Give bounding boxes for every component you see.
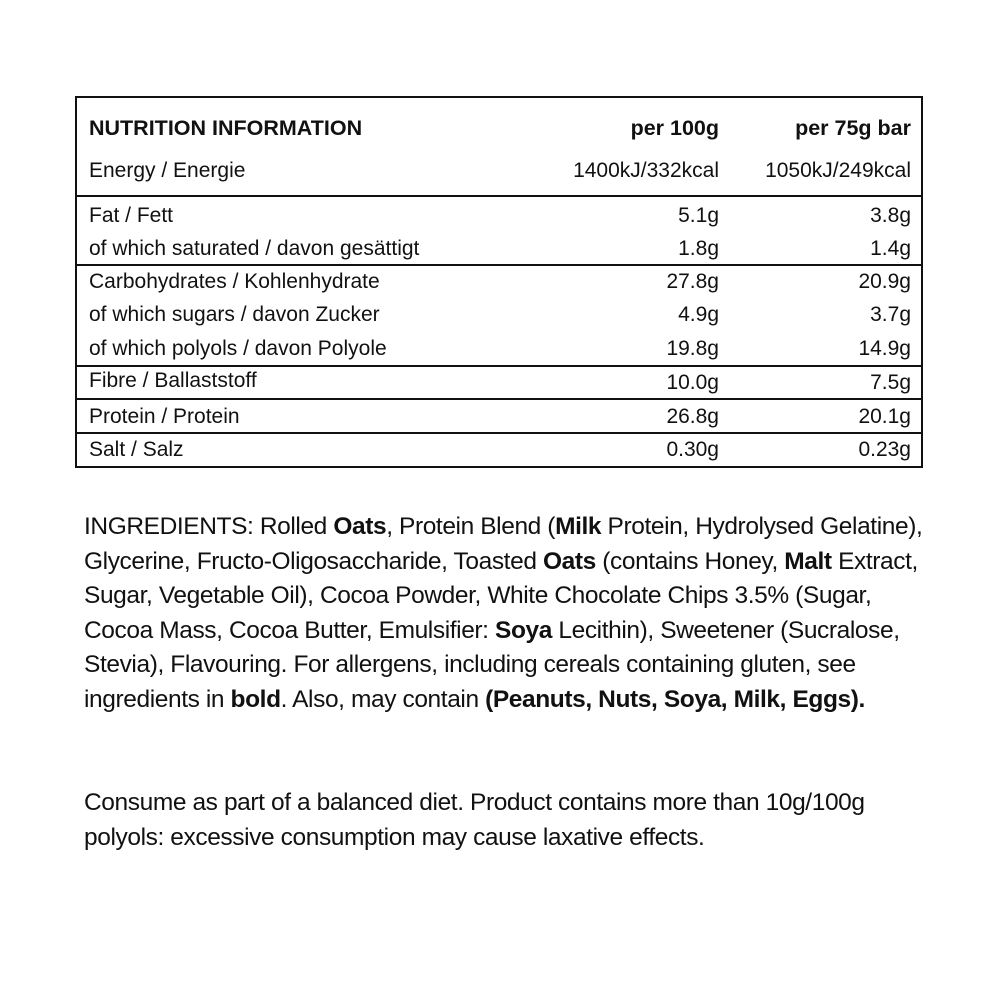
nutrient-per-bar: 14.9g xyxy=(858,337,911,360)
table-divider xyxy=(77,264,921,266)
nutrition-table xyxy=(75,96,923,468)
nutrient-per-bar: 3.7g xyxy=(870,303,911,326)
nutrient-label: Carbohydrates / Kohlenhydrate xyxy=(89,270,380,293)
table-divider xyxy=(77,398,921,400)
ingredients-allergen: Oats xyxy=(333,513,387,540)
nutrient-per-bar: 1.4g xyxy=(870,237,911,260)
nutrient-per-100g: 4.9g xyxy=(678,303,719,326)
ingredients-text xyxy=(84,510,924,718)
ingredients-allergen: bold xyxy=(230,685,281,713)
ingredients-segment: . Also, may contain xyxy=(280,685,486,713)
nutrient-per-100g: 26.8g xyxy=(666,405,719,428)
column-header-per-bar: per 75g bar xyxy=(795,116,911,140)
column-header-per-100g: per 100g xyxy=(630,116,719,140)
energy-per-bar: 1050kJ/249kcal xyxy=(765,159,911,182)
ingredients-segment: , Protein Blend ( xyxy=(386,513,556,540)
polyol-advisory-text: Consume as part of a balanced diet. Product contains more than 10g/100g polyols: excessive consumption may cause laxative effects. xyxy=(84,789,865,851)
ingredients-allergen: Malt xyxy=(784,547,832,575)
nutrient-per-bar: 7.5g xyxy=(870,371,911,394)
nutrient-per-100g: 5.1g xyxy=(678,204,719,227)
nutrient-label: of which saturated / davon gesättigt xyxy=(89,237,420,260)
table-divider xyxy=(77,365,921,367)
nutrient-label: of which polyols / davon Polyole xyxy=(89,337,387,360)
ingredients-segment: Protein, Hydrolysed Gelatine), Glycerine, Fructo-Oligosaccharide, Toasted xyxy=(84,513,923,575)
table-divider xyxy=(77,195,921,197)
nutrient-per-100g: 19.8g xyxy=(666,337,719,360)
nutrient-per-100g: 1.8g xyxy=(678,237,719,260)
ingredients-segment: Extract, Sugar, Vegetable Oil), Cocoa Powder, White Chocolate Chips 3.5% (Sugar, Cocoa Mass, Cocoa Butter, Emulsifier: xyxy=(84,547,918,644)
ingredients-allergen: Milk xyxy=(555,513,602,540)
nutrient-per-bar: 3.8g xyxy=(870,204,911,227)
nutrient-per-100g: 27.8g xyxy=(666,270,719,293)
ingredients-segment: INGREDIENTS: Rolled xyxy=(84,513,334,540)
nutrition-title: NUTRITION INFORMATION xyxy=(89,116,363,140)
nutrient-per-bar: 20.9g xyxy=(858,270,911,293)
energy-label: Energy / Energie xyxy=(89,159,246,182)
nutrient-label: Protein / Protein xyxy=(89,405,240,428)
nutrient-label: Fat / Fett xyxy=(89,204,174,227)
table-divider xyxy=(77,432,921,434)
ingredients-allergen: Oats xyxy=(542,547,596,575)
nutrient-label: Salt / Salz xyxy=(89,438,184,461)
energy-per-100g: 1400kJ/332kcal xyxy=(573,159,719,182)
may-contain-allergens: (Peanuts, Nuts, Soya, Milk, Eggs). xyxy=(485,685,865,713)
nutrient-label: of which sugars / davon Zucker xyxy=(89,303,380,326)
ingredients-segment: Lecithin), Sweetener (Sucralose, Stevia), Flavouring. For allergens, including cereals containing gluten, see ingredients in xyxy=(84,616,900,713)
nutrient-per-bar: 0.23g xyxy=(858,438,911,461)
nutrient-per-100g: 10.0g xyxy=(666,371,719,394)
ingredients-allergen: Soya xyxy=(495,616,552,644)
nutrient-per-100g: 0.30g xyxy=(666,438,719,461)
nutrient-per-bar: 20.1g xyxy=(858,405,911,428)
ingredients-segment: (contains Honey, xyxy=(595,547,785,575)
nutrient-label: Fibre / Ballaststoff xyxy=(89,369,257,392)
